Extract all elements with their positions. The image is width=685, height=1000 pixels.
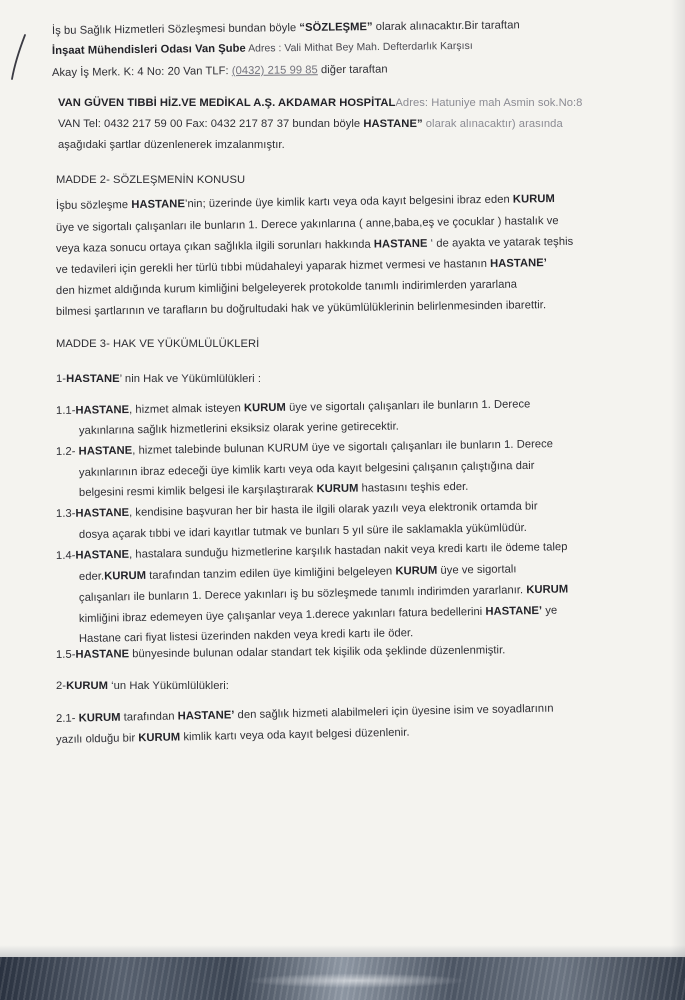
madde-2-line-5: den hizmet aldığında kurum kimliğini belgeleyerek protokolde tanımlı indirimlerden yararlana — [55, 278, 518, 297]
party-address: Adres : Vali Mithat Bey Mah. Defterdarlık Karşısı — [245, 40, 473, 55]
body-text: , kendisine başvuran her bir hasta ile ilgili olarak yazılı veya elektronik ortamda bir — [128, 500, 538, 519]
hospital-line-3 — [58, 138, 285, 152]
body-text: , hizmet talebinde bulunan KURUM üye ve sigortalı çalışanları ile bunların 1. Derece — [132, 438, 554, 457]
scan-edge-shadow — [671, 0, 685, 1000]
item-1-3-line-1 — [56, 499, 538, 521]
body-text: tarafından — [120, 710, 178, 724]
item-number: 1.3- — [55, 507, 76, 520]
hospital-name: VAN GÜVEN TIBBİ HİZ.VE MEDİKAL A.Ş. AKDAMAR HOSPİTAL — [58, 97, 396, 109]
intro-line-2 — [52, 39, 473, 59]
madde-2-line-4 — [56, 256, 547, 277]
body-text: den sağlık hizmeti alabilmeleri için üyesine isim ve soyadlarının — [234, 702, 554, 722]
body-text: kimliğini ibraz edemeyen üye çalışanlar veya 1.derece yakınları fatura bedellerini — [78, 605, 486, 625]
madde-2-line-2: üye ve sigortalı çalışanları ile bunların 1. Derece yakınlarına ( anne,baba,eş ve çocuklar ) hastalık ve — [55, 214, 559, 234]
hastane-term: HASTANE — [66, 373, 120, 385]
madde-2-heading: MADDE 2- SÖZLEŞMENİN KONUSU — [56, 174, 246, 186]
kurum-term: KURUM — [66, 680, 108, 692]
hastane-term: HASTANE — [75, 403, 130, 417]
kurum-term: KURUM — [243, 401, 286, 415]
body-text: , hizmet almak isteyen — [128, 402, 245, 416]
kurum-term: KURUM — [138, 731, 181, 745]
body-text: ye — [542, 604, 558, 617]
body-text: kimlik kartı veya oda kayıt belgesi düzenlenir. — [180, 726, 410, 744]
body-text: ve tedavileri için gerekli her türlü tıbbi müdahaleyi yaparak hizmet vermesi ve hastanın — [55, 257, 491, 276]
item-number: 1.1- — [55, 404, 76, 417]
hastane-term: HASTANE’ — [490, 257, 547, 270]
hospital-contact: VAN Tel: 0432 217 59 00 Fax: 0432 217 87 37 bundan böyle — [58, 118, 364, 130]
body-text: üye ve sigortalı çalışanları ile bunların 1. Derece — [285, 398, 531, 414]
item-2-1-line-1 — [56, 702, 554, 726]
body-text: çalışanları ile bunların 1. Derece yakınları iş bu sözleşmede tanımlı indirimden yararlanır. — [78, 584, 527, 604]
body-text: yazılı olduğu bir — [55, 732, 139, 746]
pen-stroke-mark — [8, 32, 30, 82]
item-number: 1.5- — [55, 648, 76, 661]
madde-2-line-3 — [56, 235, 573, 256]
hospital-line-2 — [58, 117, 563, 131]
item-1-4-line-2 — [79, 562, 517, 584]
item-number: 1.4- — [55, 549, 76, 562]
scanner-lid-artifact — [0, 957, 685, 1000]
body-text: hastasını teşhis eder. — [358, 480, 469, 495]
body-text: İşbu sözleşme — [55, 198, 132, 212]
madde-2-line-6: bilmesi şartlarının ve tarafların bu doğrultudaki hak ve yükümlülüklerinin belirlenmesinden ibarettir. — [55, 299, 547, 318]
hastane-term: HASTANE — [373, 237, 428, 251]
intro-text: diğer taraftan — [317, 63, 388, 77]
hastane-term: HASTANE — [78, 444, 133, 458]
kurum-term: KURUM — [78, 711, 121, 725]
hastane-term: HASTANE — [131, 198, 185, 211]
kurum-term: KURUM — [526, 583, 569, 597]
madde-2-line-1 — [56, 192, 555, 213]
section-number: 2- — [56, 680, 67, 692]
body-text: eder. — [78, 570, 105, 583]
section-number: 1- — [56, 373, 67, 385]
item-1-4-line-5: Hastane cari fiyat listesi üzerinden nakden veya kredi kartı ile öder. — [78, 627, 414, 645]
kurum-term: KURUM — [395, 564, 438, 578]
item-1-1-line-1 — [56, 397, 531, 418]
item-1-4-line-3 — [79, 582, 568, 605]
hastane-term: HASTANE — [75, 648, 130, 661]
item-1-4-line-4 — [79, 604, 557, 626]
item-2-1-line-2 — [56, 726, 410, 747]
kurum-term: KURUM — [104, 569, 147, 583]
item-1-3-line-2: dosya açarak tıbbi ve idari kayıtlar tutmak ve bunları 5 yıl süre ile saklamakla yükümlüdür. — [78, 521, 527, 541]
hospital-text: aşağıdaki şartlar düzenlenerek imzalanmıştır. — [58, 139, 285, 151]
item-number: 2.1- — [55, 712, 79, 725]
body-text: , hastalara sunduğu hizmetlerine karşılık hastadan nakit veya kredi kartı ile ödeme talep — [128, 541, 568, 561]
madde-3-heading: MADDE 3- HAK VE YÜKÜMLÜLÜKLERİ — [56, 338, 260, 350]
body-text: ’nin; üzerinde üye kimlik kartı veya oda kayıt belgesini ibraz eden — [184, 193, 513, 211]
party-address: Akay İş Merk. K: 4 No: 20 Van TLF: — [51, 65, 232, 79]
item-1-2-line-1 — [56, 437, 553, 459]
kurum-term: KURUM — [316, 482, 359, 496]
intro-line-3 — [52, 62, 388, 80]
item-1-2-line-2: yakınlarının ibraz edeceği üye kimlik kartı veya oda kayıt belgesini çalışanın çalıştığına dair — [78, 459, 535, 479]
item-1-1-line-2: yakınlarına sağlık hizmetlerini eksiksiz olarak yerine getirecektir. — [78, 420, 399, 437]
kurum-term: KURUM — [512, 193, 555, 206]
intro-text: olarak alınacaktır.Bir taraftan — [372, 19, 520, 34]
party-name: İnşaat Mühendisleri Odası Van Şube — [51, 42, 246, 57]
item-1-2-line-3 — [79, 480, 469, 500]
contract-term: “SÖZLEŞME” — [299, 21, 373, 34]
body-text: belgesini resmi kimlik belgesi ile karşılaştırarak — [78, 483, 317, 499]
item-1-5-line-1 — [56, 643, 506, 662]
section-1-title — [56, 372, 261, 386]
body-text: ‘ de ayakta ve yatarak teşhis — [427, 235, 574, 250]
item-1-4-line-1 — [56, 540, 568, 563]
party-phone: (0432) 215 99 85 — [231, 64, 318, 78]
section-2-title — [56, 679, 229, 693]
section-text: ‘un Hak Yükümlülükleri: — [107, 680, 229, 692]
hospital-text: olarak alınacaktır) arasında — [422, 118, 563, 130]
body-text: bünyesinde bulunan odalar standart tek kişilik oda şeklinde düzenlenmiştir. — [129, 644, 506, 661]
body-text: veya kaza sonucu ortaya çıkan sağlıkla ilgili sorunları hakkında — [55, 238, 374, 255]
hospital-term: HASTANE” — [363, 118, 423, 130]
hastane-term: HASTANE — [75, 548, 130, 562]
hastane-term: HASTANE’ — [485, 604, 543, 618]
body-text: tarafından tanzim edilen üye kimliğini belgeleyen — [145, 565, 396, 582]
item-number: 1.2- — [55, 445, 79, 458]
body-text: üye ve sigortalı — [437, 563, 517, 577]
intro-text: İş bu Sağlık Hizmetleri Sözleşmesi bundan böyle — [51, 21, 300, 37]
hospital-address: Adres: Hatuniye mah Asmin sok.No:8 — [395, 97, 583, 109]
section-text: ’ nin Hak ve Yükümlülükleri : — [119, 373, 262, 385]
intro-line-1 — [52, 18, 520, 38]
hastane-term: HASTANE — [75, 506, 130, 520]
hospital-line-1 — [58, 96, 582, 110]
hastane-term: HASTANE’ — [177, 709, 235, 723]
